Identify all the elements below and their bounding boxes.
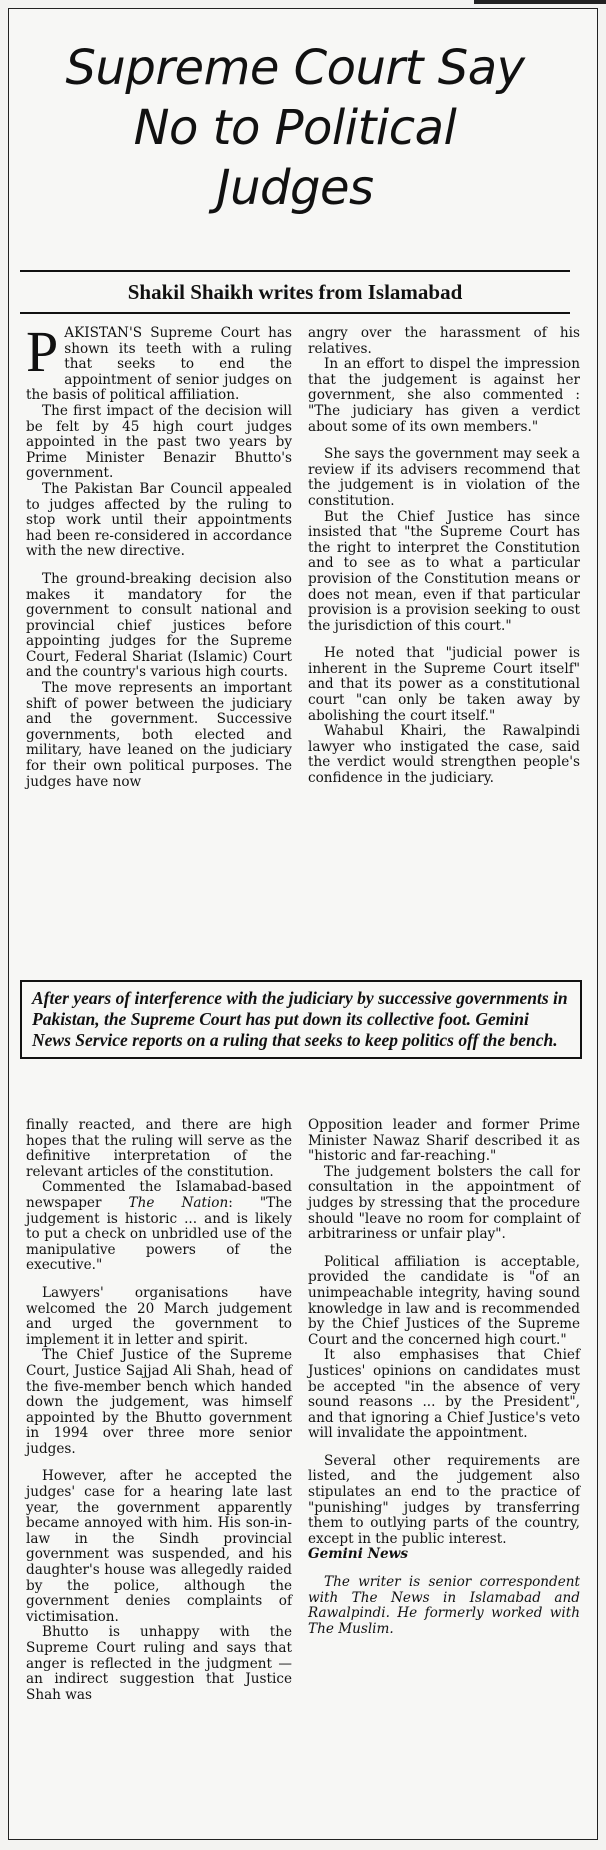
byline-bottom-rule (20, 312, 570, 314)
paragraph: PAKISTAN'S Supreme Court has shown its teeth with a ruling that seeks to end the appointment of senior judges on the basis of political affiliation. (26, 319, 292, 404)
paragraph: finally reacted, and there are high hopes that the ruling will serve as the definitive interpretation of the relevant articles of the constitution. (26, 1117, 292, 1180)
byline-top-rule (20, 270, 570, 272)
drop-cap: P (26, 319, 59, 384)
paragraph: Opposition leader and former Prime Minister Nawaz Sharif described it as "historic and far-reaching." (308, 1117, 580, 1165)
paragraph: angry over the harassment of his relatives. (308, 325, 580, 357)
paragraph: It also emphasises that Chief Justices' opinions on candidates must be accepted "in the absence of very sound reasons ... by the President", and that ignoring a Chief Justice's veto will invalidate the appointment. (308, 1347, 580, 1442)
paragraph: Several other requirements are listed, and the judgement also stipulates an end to the practice of "punishing" judges by transferring them to outlying parts of the country, except in the public interest. (308, 1452, 580, 1547)
column-1 (26, 319, 292, 790)
paragraph: She says the government may seek a review if its advisers recommend that the judgement is in violation of the constitution. (308, 446, 580, 509)
paragraph: Political affiliation is acceptable, provided the candidate is "of an unimpeachable integrity, having sound knowledge in law and is recommended by the Chief Justices of the Supreme Court and the concerned high court." (308, 1253, 580, 1348)
paragraph: But the Chief Justice has since insisted that "the Supreme Court has the right to interpret the Constitution and to see as to what a particular provision of the Constitution means or does not mean, even if that particular provision is a provision seeking to oust the jurisdiction of this court." (308, 508, 580, 634)
agency-signature: Gemini News (308, 1546, 409, 1563)
byline: Shakil Shaikh writes from Islamabad (127, 280, 463, 304)
paragraph: Lawyers' organisations have welcomed the 20 March judgement and urged the government to implement it in letter and spirit. (26, 1284, 292, 1348)
paragraph: The first impact of the decision will be felt by 45 high court judges appointed in the past two years by Prime Minister Benazir Bhutto's government. (26, 402, 292, 482)
column-3 (26, 1118, 292, 1703)
headline-line-1: Supreme Court Say (65, 40, 525, 96)
paragraph: He noted that "judicial power is inherent in the Supreme Court itself" and that its power as a constitutional court "can only be taken away by abolishing the court itself." (308, 645, 580, 724)
paragraph: Commented the Islamabad-based newspaper The Nation: "The judgement is historic ... and is likely to put a check on unbridled use of the manipulative powers of the executive." (26, 1179, 292, 1274)
top-edge-bar (474, 0, 606, 4)
paragraph: The judgement bolsters the call for consultation in the appointment of judges by stressing that the procedure should "leave no room for complaint of arbitrariness or unfair play". (308, 1163, 580, 1243)
headline (10, 38, 580, 218)
column-4 (308, 1118, 580, 1637)
writer-note: The writer is senior correspondent with The News in Islamabad and Rawalpindi. He formerly worked with The Muslim. (308, 1574, 580, 1637)
paragraph: The ground-breaking decision also makes it mandatory for the government to consult national and provincial chief justices before appointing judges for the Supreme Court, Federal Shariat (Islamic) Court and the country's various high courts. (26, 570, 292, 681)
headline-line-2: No to Political (133, 100, 457, 156)
paragraph: Bhutto is unhappy with the Supreme Court ruling and says that anger is reflected in the judgment — an indirect suggestion that Justice Shah was (26, 1624, 292, 1703)
paragraph: Wahabul Khairi, the Rawalpindi lawyer who instigated the case, said the verdict would strengthen people's confidence in the judiciary. (308, 723, 580, 787)
paragraph: The move represents an important shift of power between the judiciary and the government. Successive governments, both elected and military, have leaned on the judiciary for their own political purposes. The judges have now (26, 680, 292, 790)
paragraph: The Chief Justice of the Supreme Court, Justice Sajjad Ali Shah, head of the five-member bench which handed down the judgement, was himself appointed by the Bhutto government in 1994 over three more senior judges. (26, 1347, 292, 1457)
newspaper-name: The Nation (128, 1194, 229, 1211)
paragraph: However, after he accepted the judges' case for a hearing late last year, the government apparently became annoyed with him. His son-in-law in the Sindh provincial government was suspended, and his daughter's house was allegedly raided by the police, although the government denies complaints of victimisation. (26, 1468, 292, 1625)
pull-quote: After years of interference with the judiciary by successive governments in Pakistan, the Supreme Court has put down its collective foot. Gemini News Service reports on a ruling that seeks to keep politics off the bench. (20, 980, 582, 1059)
headline-line-3: Judges (216, 160, 374, 216)
paragraph: In an effort to dispel the impression that the judgement is against her government, she also commented : "The judiciary has given a verdict about some of its own members." (308, 356, 580, 435)
column-2 (308, 326, 580, 787)
paragraph: The Pakistan Bar Council appealed to judges affected by the ruling to stop work until their appointments had been re-considered in accordance with the new directive. (26, 480, 292, 560)
